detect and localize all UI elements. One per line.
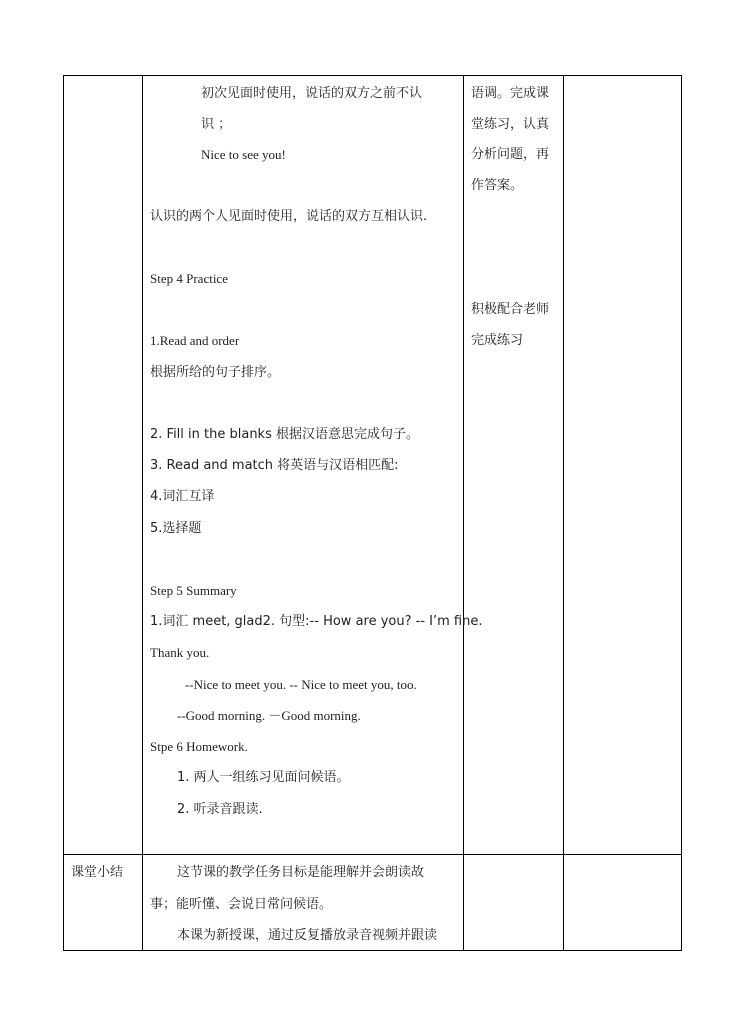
- column-divider-3: [563, 75, 564, 951]
- usage-note-line: 认识的两个人见面时使用，说话的双方互相认识.: [150, 209, 428, 224]
- step-heading: Step 4 Practice: [150, 271, 228, 286]
- student-activity-line: 完成练习: [471, 333, 524, 348]
- table-left-border: [63, 75, 64, 951]
- table-right-border: [681, 75, 682, 951]
- step-heading: Stpe 6 Homework.: [150, 739, 248, 754]
- summary-item: 1.词汇 meet, glad2. 句型:-- How are you? -- I’m fine.: [150, 614, 483, 629]
- phrase-example: Nice to see you!: [201, 147, 286, 162]
- homework-item: 2. 听录音跟读.: [177, 802, 263, 817]
- practice-item: 1.Read and order: [150, 333, 240, 348]
- dialogue-line: --Nice to meet you. -- Nice to meet you, too.: [185, 677, 417, 692]
- table-top-border: [63, 75, 682, 76]
- usage-note-line: 识 ；: [201, 117, 232, 132]
- practice-item: 2. Fill in the blanks 根据汉语意思完成句子。: [150, 427, 419, 442]
- column-divider-1: [142, 75, 143, 951]
- student-activity-line: 堂练习，认真: [471, 117, 550, 132]
- student-activity-line: 作答案。: [471, 178, 524, 193]
- column-divider-2: [463, 75, 464, 951]
- row-label: 课堂小结: [71, 865, 124, 880]
- row-divider: [63, 854, 682, 855]
- dialogue-line: --Good morning. －Good morning.: [177, 708, 361, 723]
- summary-text-line: 这节课的教学任务目标是能理解并会朗读故: [177, 865, 425, 880]
- student-activity-line: 分析问题，再: [471, 147, 550, 162]
- summary-text-line: 事；能听懂、会说日常问候语。: [150, 897, 333, 912]
- step-heading: Step 5 Summary: [150, 583, 237, 598]
- homework-item: 1. 两人一组练习见面问候语。: [177, 770, 350, 785]
- practice-item: 3. Read and match 将英语与汉语相匹配:: [150, 458, 399, 473]
- usage-note-line: 初次见面时使用，说话的双方之前不认: [201, 86, 423, 101]
- summary-item: Thank you.: [150, 645, 210, 660]
- practice-item: 4.词汇互译: [150, 489, 215, 504]
- student-activity-line: 积极配合老师: [471, 302, 550, 317]
- practice-item: 5.选择题: [150, 521, 202, 536]
- student-activity-line: 语调。完成课: [471, 86, 550, 101]
- table-bottom-border: [63, 950, 682, 951]
- summary-text-line: 本课为新授课，通过反复播放录音视频并跟读: [177, 928, 438, 943]
- practice-item: 根据所给的句子排序。: [150, 365, 281, 380]
